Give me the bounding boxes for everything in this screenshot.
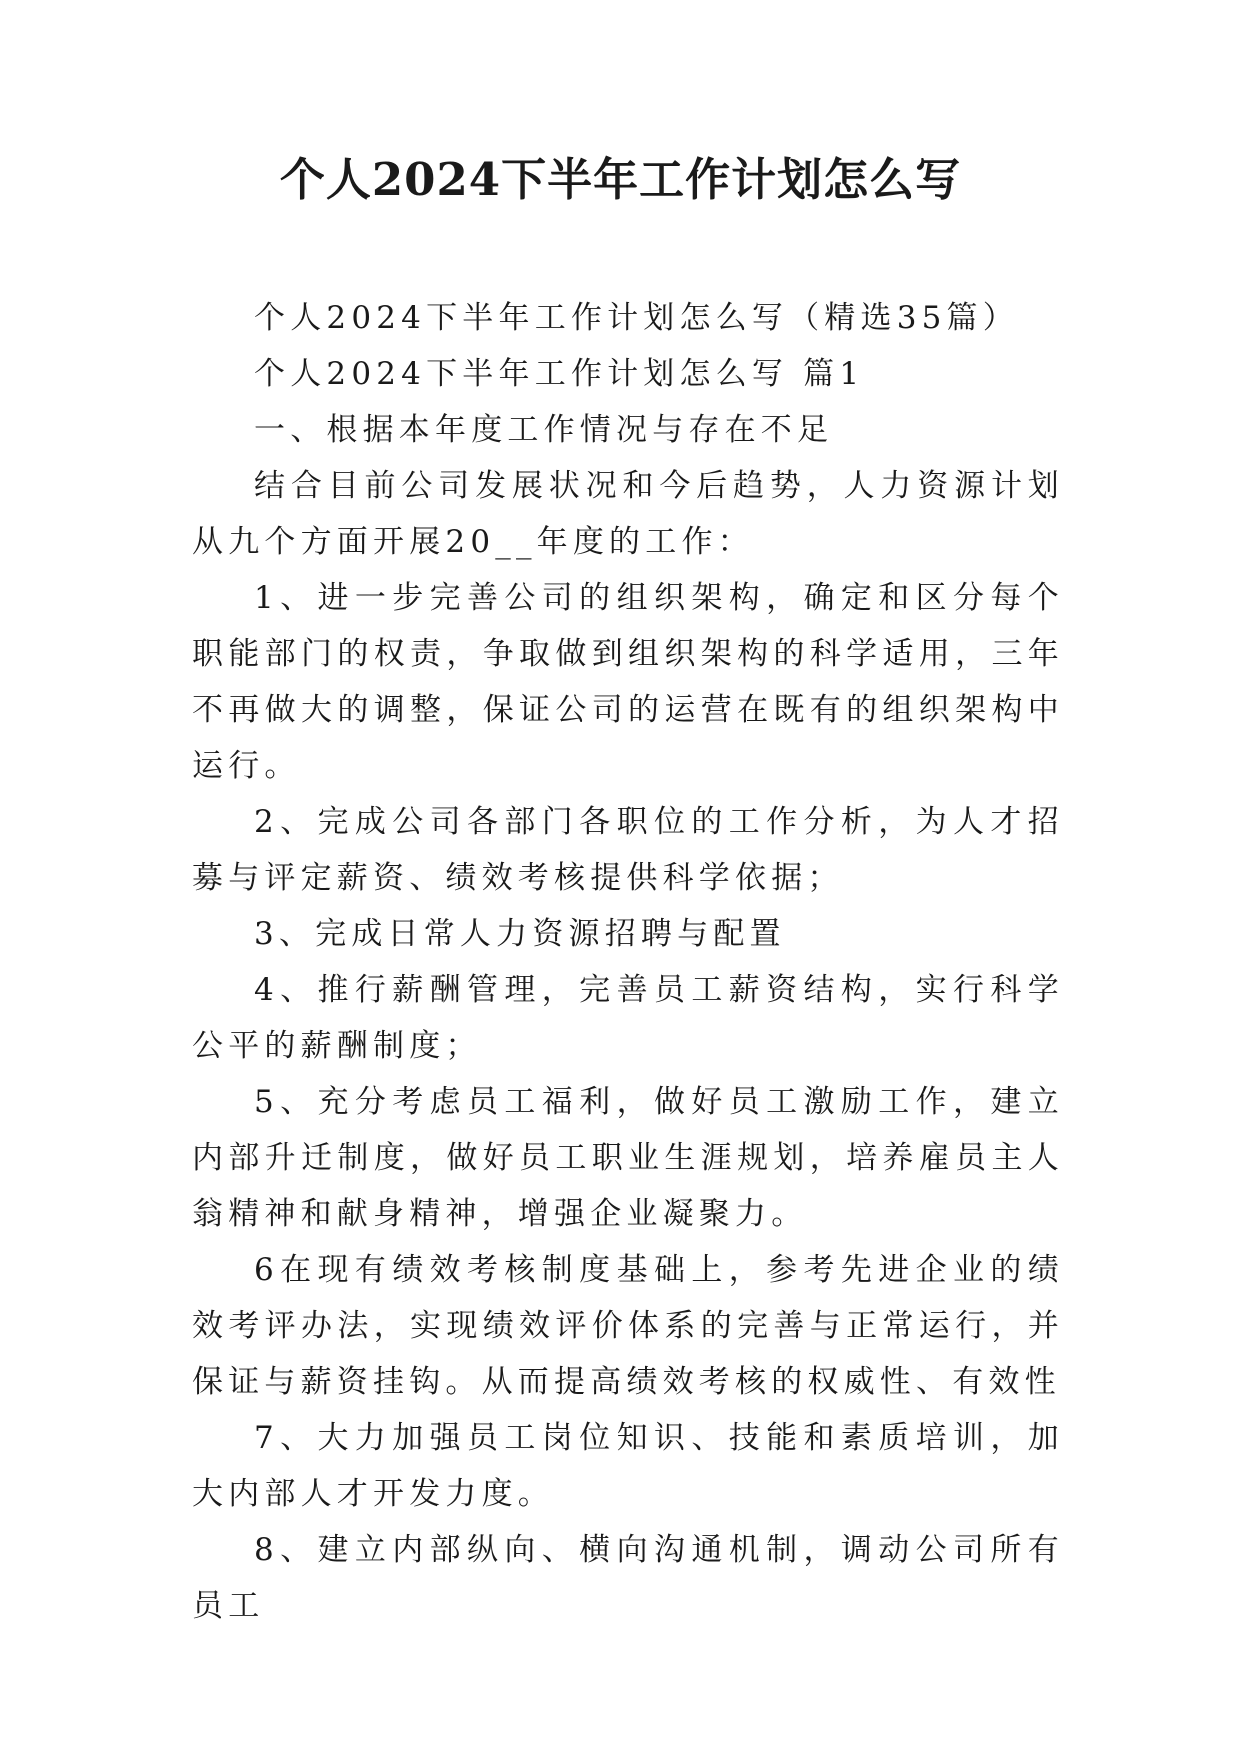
paragraph-item-1: 1、进一步完善公司的组织架构，确定和区分每个职能部门的权责，争取做到组织架构的科学适用，三年不再做大的调整，保证公司的运营在既有的组织架构中运行。 [192,580,1064,784]
paragraph-item-7: 7、大力加强员工岗位知识、技能和素质培训，加大内部人才开发力度。 [192,1420,1064,1512]
paragraph-item-6: 6在现有绩效考核制度基础上，参考先进企业的绩效考评办法，实现绩效评价体系的完善与正常运行，并保证与薪资挂钩。从而提高绩效考核的权威性、有效性 [192,1252,1064,1400]
paragraph-item-2: 2、完成公司各部门各职位的工作分析，为人才招募与评定薪资、绩效考核提供科学依据； [192,804,1064,896]
paragraph-subtitle: 个人2024下半年工作计划怎么写（精选35篇） [254,300,1019,336]
paragraph-item-4: 4、推行薪酬管理，完善员工薪资结构，实行科学公平的薪酬制度； [192,972,1064,1064]
paragraph-intro: 结合目前公司发展状况和今后趋势，人力资源计划从九个方面开展20__年度的工作： [192,468,1064,560]
paragraph-heading-1: 一、根据本年度工作情况与存在不足 [254,412,834,448]
paragraph-item-5: 5、充分考虑员工福利，做好员工激励工作，建立内部升迁制度，做好员工职业生涯规划，培养雇员主人翁精神和献身精神，增强企业凝聚力。 [192,1084,1064,1232]
paragraph-item-8: 8、建立内部纵向、横向沟通机制，调动公司所有员工 [192,1532,1064,1624]
paragraph-item-3: 3、完成日常人力资源招聘与配置 [254,916,786,952]
paragraph-section-heading: 个人2024下半年工作计划怎么写 篇1 [254,356,865,392]
document-body [192,290,1064,1634]
document-title: 个人2024下半年工作计划怎么写 [279,153,962,206]
